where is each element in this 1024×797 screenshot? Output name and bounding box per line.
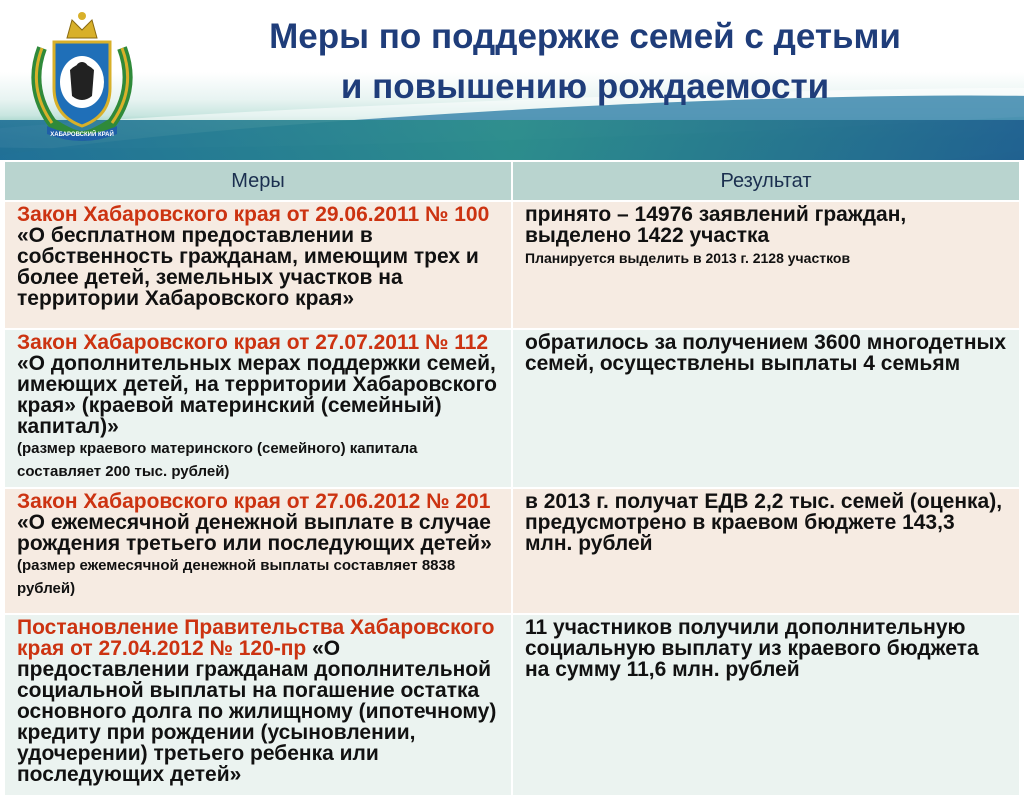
result-cell	[512, 201, 1020, 329]
title-line-2: и повышению рождаемости	[340, 67, 830, 106]
table-row	[4, 201, 1020, 329]
measure-text: «О предоставлении гражданам дополнительной социальной выплаты на погашение остатка основного долга по жилищному (ипотечному) кредиту при рождении (усыновлении, удочерении) третьего ребенка или последующих детей»	[17, 637, 497, 786]
coat-of-arms-icon	[22, 8, 142, 143]
measure-text: «О бесплатном предоставлении в собственность гражданам, имеющим трех и более детей, земельных участков на территории Хабаровского края»	[17, 224, 479, 310]
law-reference: Закон Хабаровского края от 29.06.2011 № 100	[17, 203, 490, 226]
law-reference: Закон Хабаровского края от 27.07.2011 № 112	[17, 331, 489, 354]
table-row	[4, 614, 1020, 796]
law-reference: Закон Хабаровского края от 27.06.2012 № 201	[17, 490, 491, 513]
table-header-row	[4, 161, 1020, 201]
title-line-1: Меры по поддержке семей с детьми	[269, 17, 901, 56]
result-text: принято – 14976 заявлений граждан, выделено 1422 участка	[525, 203, 907, 247]
result-note: Планируется выделить в 2013 г. 2128 участков	[525, 250, 851, 266]
header-banner	[0, 0, 1024, 160]
column-header-measures: Меры	[4, 161, 512, 201]
law-reference: Постановление Правительства Хабаровского края от 27.04.2012 № 120-пр	[17, 616, 495, 660]
measure-text: «О дополнительных мерах поддержки семей, имеющих детей, на территории Хабаровского края» (краевой материнский (семейный) капитал)»	[17, 352, 497, 438]
banner-wave	[0, 120, 1024, 160]
measures-table-container	[3, 160, 1021, 786]
measure-cell	[4, 201, 512, 329]
result-cell: в 2013 г. получат ЕДВ 2,2 тыс. семей (оценка), предусмотрено в краевом бюджете 143,3 млн. рублей	[512, 488, 1020, 614]
emblem-ribbon-text: ХАБАРОВСКИЙ КРАЙ	[50, 132, 114, 138]
measure-cell	[4, 488, 512, 614]
measure-note: (размер ежемесячной денежной выплаты составляет 8838 рублей)	[17, 557, 456, 597]
measures-table	[3, 160, 1021, 797]
result-cell: 11 участников получили дополнительную социальную выплату из краевого бюджета на сумму 11,6 млн. рублей	[512, 614, 1020, 796]
page-title	[150, 12, 1020, 112]
measure-note: (размер краевого материнского (семейного) капитала составляет 200 тыс. рублей)	[17, 440, 418, 480]
result-cell: обратилось за получением 3600 многодетных семей, осуществлены выплаты 4 семьям	[512, 329, 1020, 488]
measure-cell	[4, 329, 512, 488]
table-row	[4, 488, 1020, 614]
column-header-result: Результат	[512, 161, 1020, 201]
measure-text: «О ежемесячной денежной выплате в случае рождения третьего или последующих детей»	[17, 511, 492, 555]
measure-cell	[4, 614, 512, 796]
table-row	[4, 329, 1020, 488]
